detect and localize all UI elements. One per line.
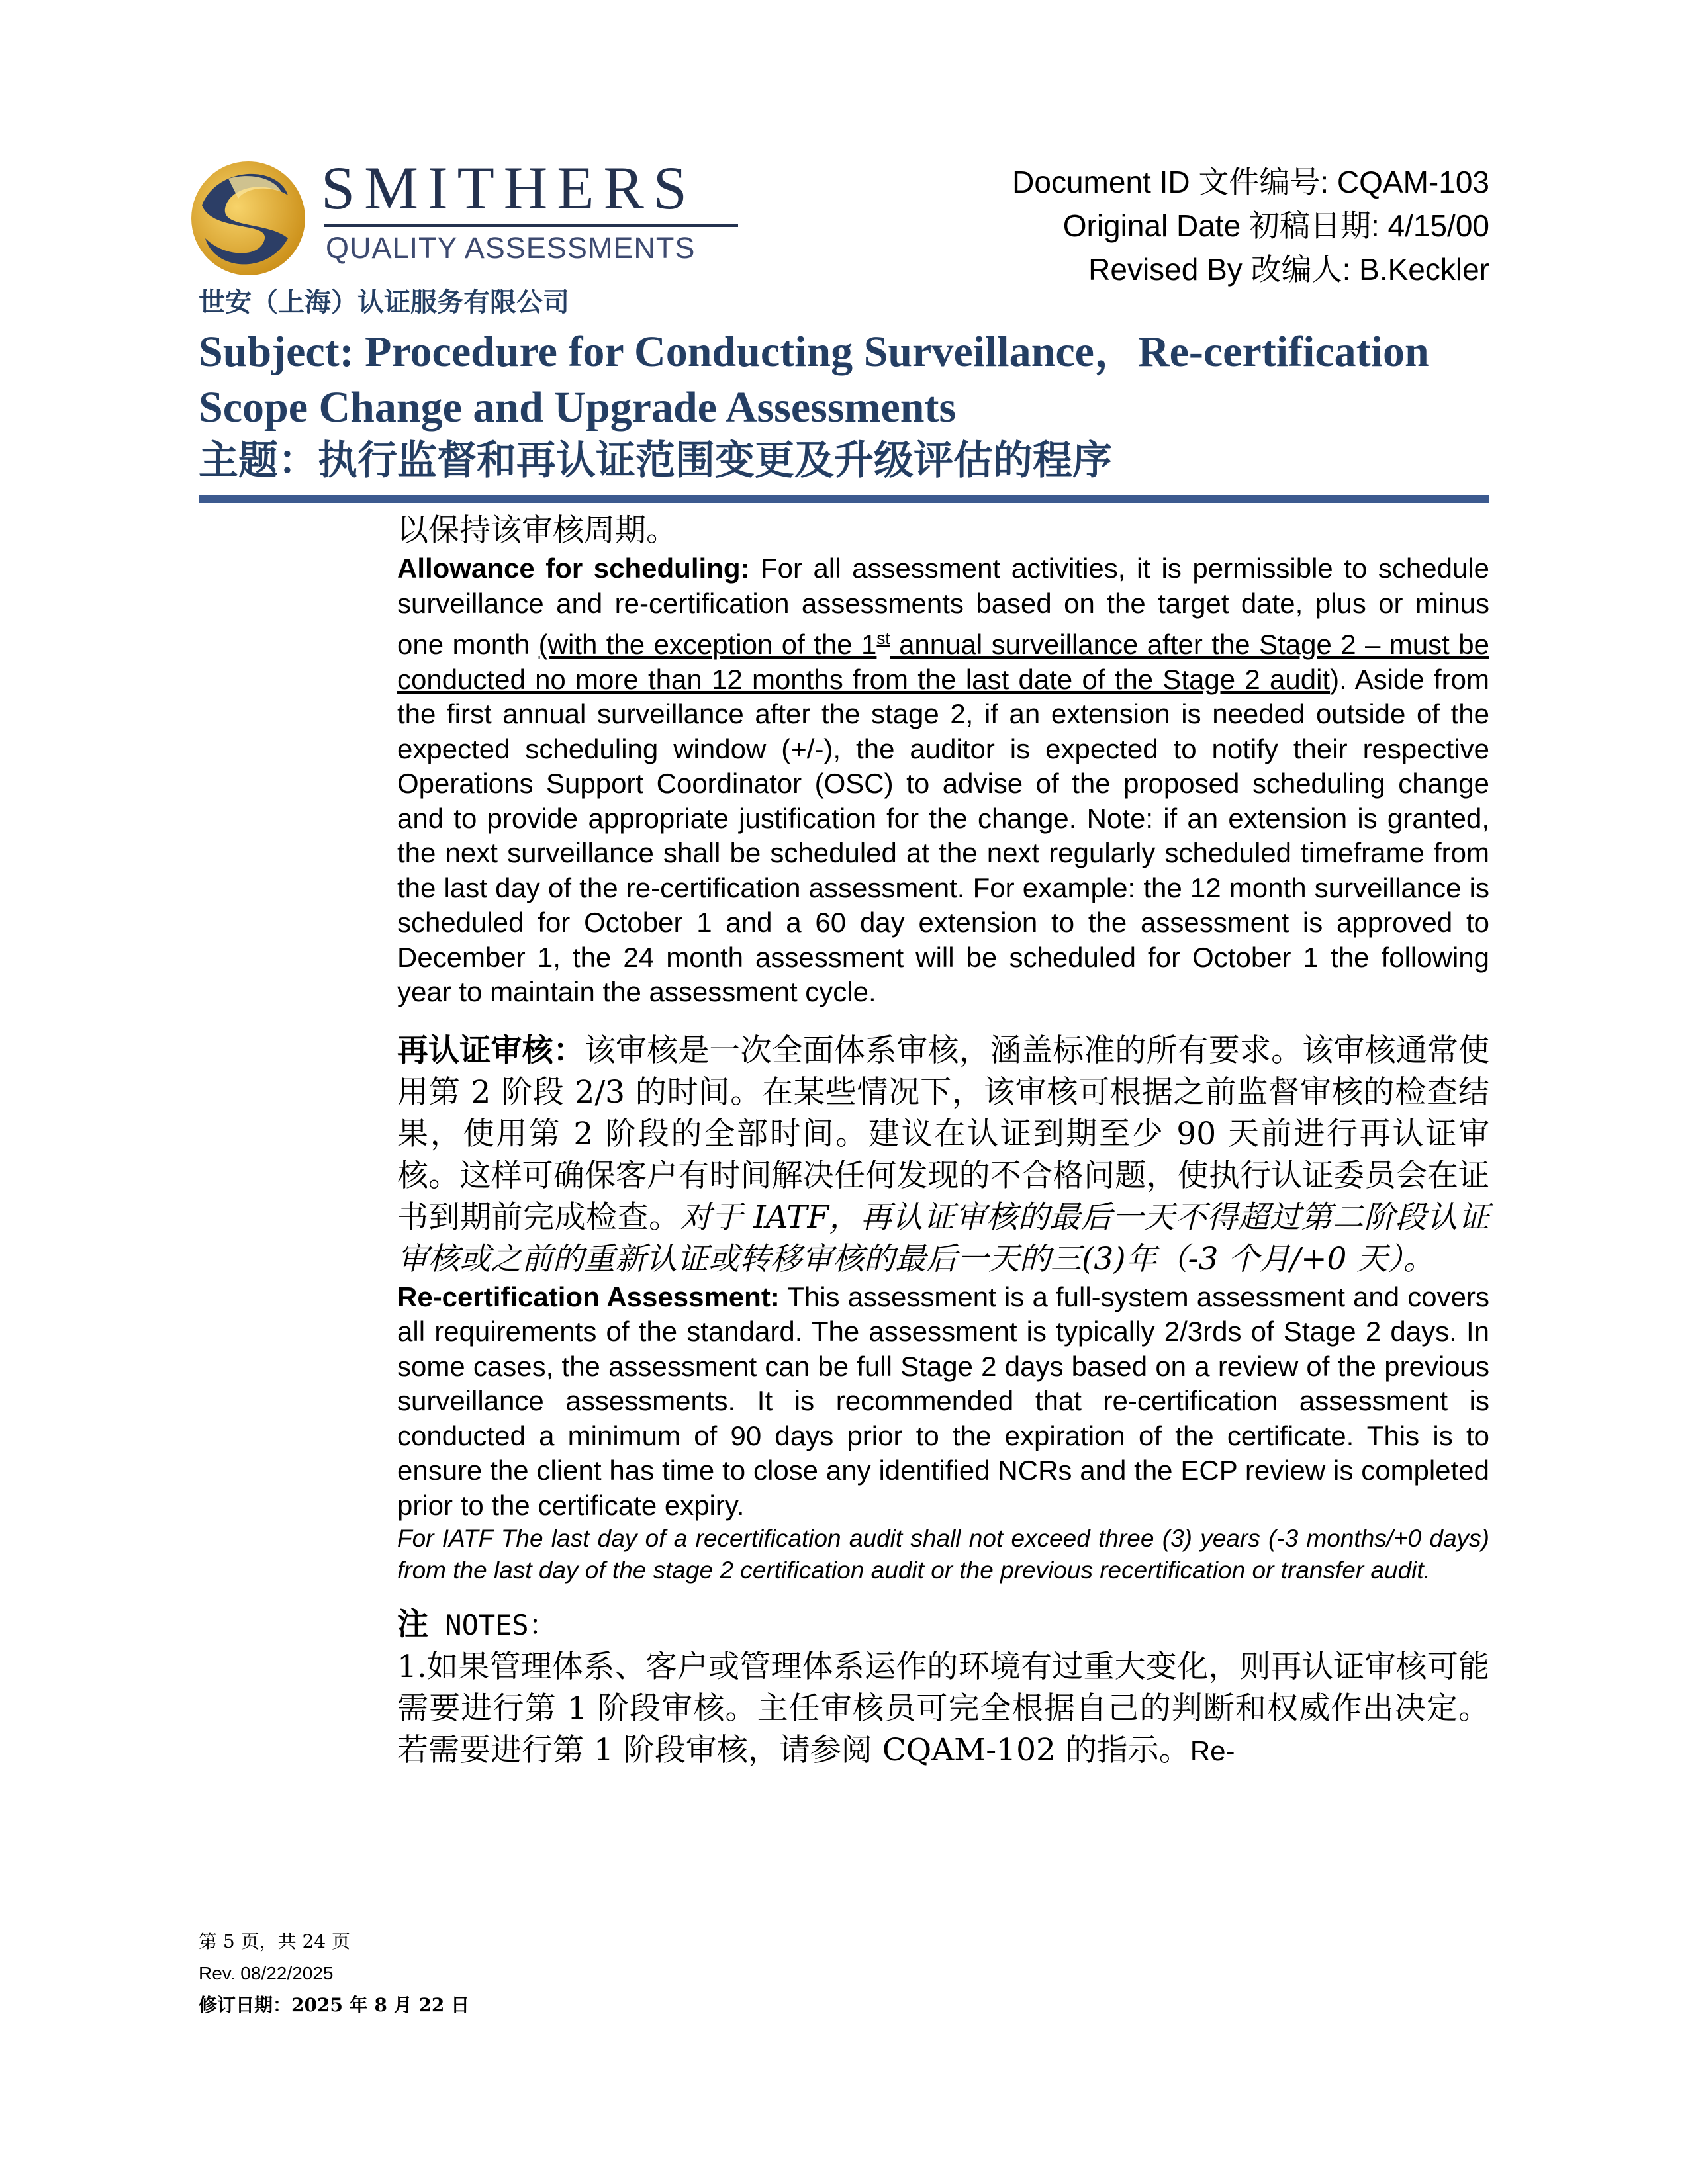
allowance-superscript: st (876, 628, 890, 648)
allowance-text-1: For all assessment activities, it is permissible to schedule surveillance and re-certification assessments based on the target date, plus or minus one month (397, 553, 1489, 660)
revision-label: Rev. 08/22/2025 (199, 1963, 334, 1983)
smithers-logo-mark-icon (189, 159, 308, 278)
recert-cn-paragraph (397, 1030, 1489, 1280)
title-divider (199, 495, 1489, 503)
allowance-text-2: ). Aside from the first annual surveillance after the stage 2, if an extension is needed outside of the expected scheduling window (+/-), the auditor is expected to notify their respective Operations Support Coordinator (OSC) to advise of the proposed scheduling change and to provide appropriate justification for the change. Note: if an extension is granted, the next surveillance shall be scheduled at the next regularly scheduled timeframe from the last day of the re-certification assessment. For example: the 12 month surveillance is scheduled for October 1 and a 60 day extension to the assessment is approved to December 1, the 24 month assessment will be scheduled for October 1 the following year to maintain the assessment cycle. (397, 663, 1489, 1007)
revised-by: Revised By 改编人: B.Keckler (1088, 252, 1489, 287)
original-date: Original Date 初稿日期: 4/15/00 (1062, 208, 1489, 243)
recert-en-italic: For IATF The last day of a recertification audit shall not exceed three (3) years (-3 months/+0 days) from the last day of the stage 2 certification audit or the previous recertification or transfer audit. (397, 1525, 1489, 1584)
document-meta (1012, 160, 1489, 291)
recert-cn-label: 再认证审核： (397, 1032, 585, 1069)
company-name-cn: 世安（上海）认证服务有限公司 (199, 287, 569, 318)
document-body (397, 510, 1489, 1772)
carry-over-paragraph: 以保持该审核周期。 (397, 512, 677, 549)
subject-title: Subject: Procedure for Conducting Surveillance，Re-certification Scope Change and Upgrade Assessments (199, 328, 1429, 432)
notes-label-en: NOTES： (428, 1609, 557, 1641)
recert-cn-text: 该审核是一次全面体系审核，涵盖标准的所有要求。该审核通常使用第 2 阶段 2/3 的时间。在某些情况下，该审核可根据之前监督审核的检查结果，使用第 2 阶段的全部时间。建议在认证到期至少 90 天前进行再认证审核。这样可确保客户有时间解决任何发现的不合格问题，使执行认证委员会在证书到期前完成检查。 (397, 1032, 1490, 1236)
subject-title-cn: 主题：执行监督和再认证范围变更及升级评估的程序 (199, 437, 1112, 484)
allowance-paragraph (397, 551, 1489, 1010)
recert-en-text: This assessment is a full-system assessment and covers all requirements of the standard. The assessment is typically 2/3rds of Stage 2 days. In some cases, the assessment can be full Stage 2 days based on a review of the previous surveillance assessments. It is recommended that re-certification assessment is conducted a minimum of 90 days prior to the expiration of the certificate. This is to ensure the client has time to close any identified NCRs and the ECP review is completed prior to the certificate expiry. (397, 1281, 1489, 1521)
logo-subtitle: QUALITY ASSESSMENTS (326, 231, 696, 265)
recert-cn-italic: 对于 IATF，再认证审核的最后一天不得超过第二阶段认证审核或之前的重新认证或转移审核的最后一天的三(3)年（-3 个月/+0 天）。 (397, 1199, 1489, 1277)
page-footer (199, 1926, 469, 2021)
recert-en-paragraph (397, 1280, 1489, 1524)
allowance-underlined-b: annual surveillance after the Stage 2 – must be conducted no more than 12 months from the last date of the Stage 2 audit (397, 629, 1489, 695)
allowance-underlined-a: (with the exception of the 1 (538, 629, 877, 660)
note-item-1 (397, 1646, 1489, 1772)
note-item-1-tail: Re- (1190, 1735, 1235, 1766)
logo-wordmark: SMITHERS (321, 154, 696, 222)
doc-id: Document ID 文件编号: CQAM-103 (1012, 165, 1489, 199)
notes-heading (397, 1604, 1489, 1646)
recert-en-label: Re-certification Assessment: (397, 1281, 780, 1312)
allowance-label: Allowance for scheduling: (397, 553, 750, 584)
logo-divider (324, 224, 738, 227)
page-number: 第 5 页，共 24 页 (199, 1931, 351, 1952)
note-item-1-text: 1.如果管理体系、客户或管理体系运作的环境有过重大变化，则再认证审核可能需要进行第 1 阶段审核。主任审核员可完全根据自己的判断和权威作出决定。若需要进行第 1 阶段审核，请参阅 CQAM-102 的指示。 (397, 1649, 1489, 1768)
notes-label-cn: 注 (397, 1606, 428, 1643)
revision-date-cn: 修订日期：2025 年 8 月 22 日 (199, 1994, 470, 2016)
